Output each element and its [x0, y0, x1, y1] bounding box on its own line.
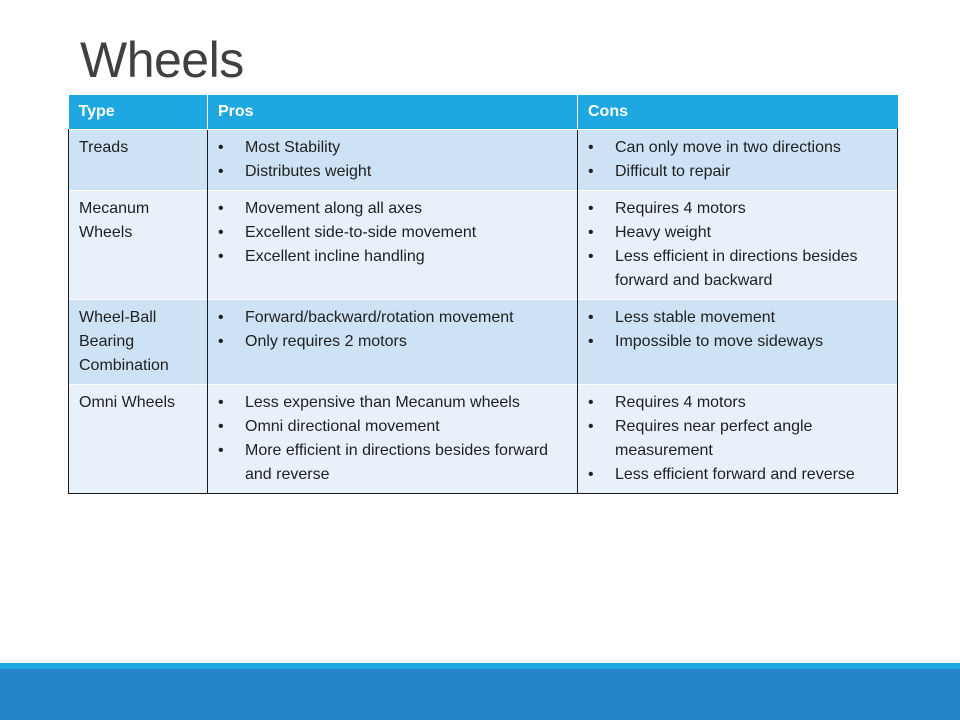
pros-cell — [208, 130, 578, 191]
cons-list — [588, 391, 887, 487]
list-item: • Difficult to repair — [588, 160, 887, 184]
cons-cell — [578, 130, 898, 191]
pros-cell — [208, 191, 578, 300]
list-item: • Heavy weight — [588, 221, 887, 245]
footer-accent-stripe — [0, 663, 960, 669]
pros-list — [218, 306, 567, 354]
table-row — [69, 385, 898, 494]
pros-list — [218, 197, 567, 269]
list-item: • Movement along all axes — [218, 197, 567, 221]
list-item: • Requires near perfect angle measurement — [588, 415, 887, 463]
cons-list — [588, 306, 887, 354]
type-cell: Mecanum Wheels — [69, 191, 208, 300]
list-item: • Less efficient forward and reverse — [588, 463, 887, 487]
list-item: • More efficient in directions besides forward and reverse — [218, 439, 567, 487]
table-row — [69, 130, 898, 191]
cons-cell — [578, 300, 898, 385]
cons-cell — [578, 385, 898, 494]
list-item: • Forward/backward/rotation movement — [218, 306, 567, 330]
cons-list — [588, 136, 887, 184]
cons-list — [588, 197, 887, 293]
list-item: • Can only move in two directions — [588, 136, 887, 160]
slide-title: Wheels — [80, 32, 244, 88]
list-item: • Less expensive than Mecanum wheels — [218, 391, 567, 415]
table-row — [69, 300, 898, 385]
list-item: • Impossible to move sideways — [588, 330, 887, 354]
table-header-row — [69, 95, 898, 130]
list-item: • Omni directional movement — [218, 415, 567, 439]
wheels-comparison-table — [68, 95, 898, 494]
pros-list — [218, 136, 567, 184]
list-item: • Excellent side-to-side movement — [218, 221, 567, 245]
table-row — [69, 191, 898, 300]
cons-cell — [578, 191, 898, 300]
pros-cell — [208, 300, 578, 385]
list-item: • Only requires 2 motors — [218, 330, 567, 354]
list-item: • Less stable movement — [588, 306, 887, 330]
pros-list — [218, 391, 567, 487]
type-cell: Omni Wheels — [69, 385, 208, 494]
pros-cell — [208, 385, 578, 494]
list-item: • Requires 4 motors — [588, 197, 887, 221]
type-cell: Treads — [69, 130, 208, 191]
list-item: • Less efficient in directions besides forward and backward — [588, 245, 887, 293]
list-item: • Requires 4 motors — [588, 391, 887, 415]
column-header-type: Type — [69, 95, 208, 130]
list-item: • Excellent incline handling — [218, 245, 567, 269]
type-cell: Wheel-Ball Bearing Combination — [69, 300, 208, 385]
list-item: • Most Stability — [218, 136, 567, 160]
column-header-pros: Pros — [208, 95, 578, 130]
column-header-cons: Cons — [578, 95, 898, 130]
list-item: • Distributes weight — [218, 160, 567, 184]
footer-bar — [0, 663, 960, 720]
